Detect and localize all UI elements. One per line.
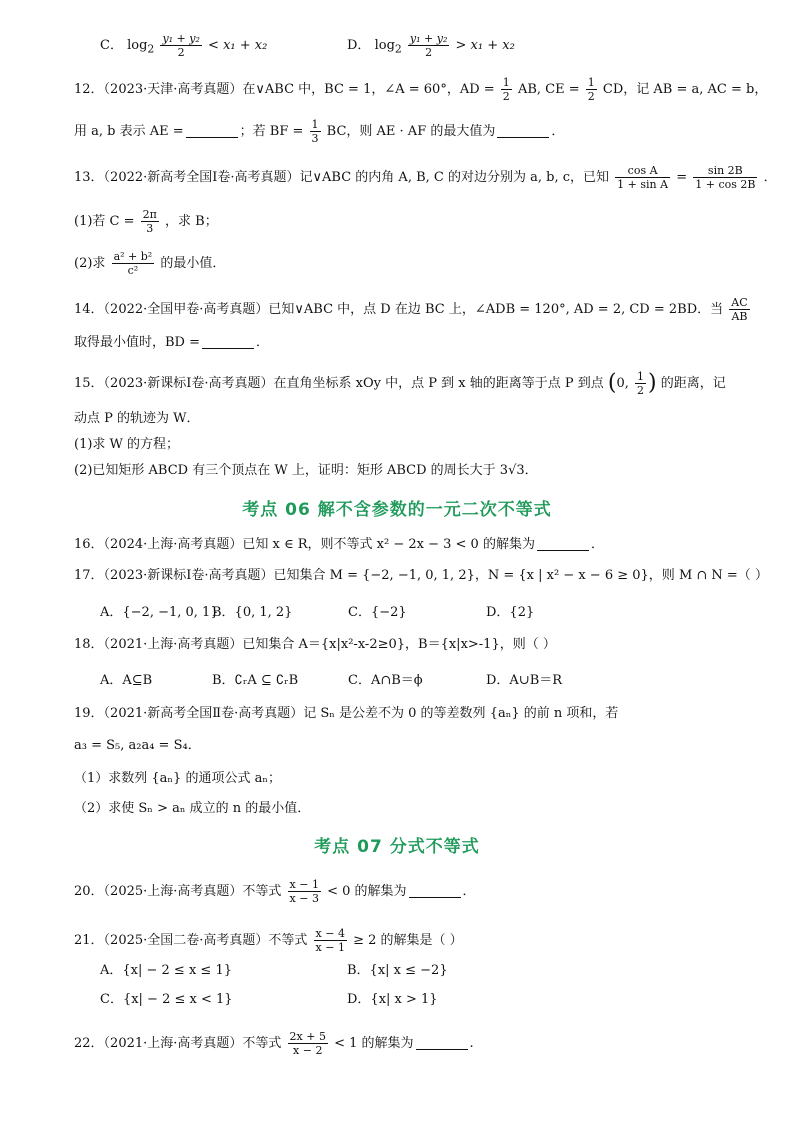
q19-part1: （1）求数列 {aₙ} 的通项公式 aₙ； (74, 771, 281, 786)
q17-option-b[interactable]: B．{0, 1, 2} (212, 605, 293, 620)
q15-line1: 15．（2023·新课标Ⅰ卷·高考真题）在直角坐标系 xOy 中，点 P 到 x 轴的距离等于点 P 到点 (0, $\frac{1}{2}$ ) 的距离，记 (74, 370, 726, 397)
q21-option-b[interactable]: B．{x| x ≤ −2} (347, 963, 448, 978)
q13-line1: 13．（2022·新高考全国Ⅰ卷·高考真题）记∨ABC 的内角 A, B, C 的对边分别为 a, b, c，已知 $\frac{\text{cos A}}{\text{1 + sin A}}$ = $\frac{\sin 2B}{1 + \cos 2B}$ ． (74, 164, 777, 191)
section-heading-07: 考点 07 分式不等式 (314, 837, 480, 857)
q13-part2: (2)求 $\frac{\text{a² + b²}}{\text{c²}}$ 的最小值． (74, 250, 226, 277)
q22-line: 22．（2021·上海·高考真题）不等式 $\frac{2x + 5}{x - 2}$ < 1 的解集为 . (74, 1030, 474, 1057)
q12-line2: 用 a, b 表示 AE = ；若 BF = $\frac{1}{3}$ BC，则 AE · AF 的最大值为 ． (74, 118, 565, 145)
answer-blank[interactable] (409, 883, 461, 898)
q18-option-d[interactable]: D．A∪B＝R (486, 673, 563, 688)
q11-option-c: C． $\log_2$ $\frac{\text{y₁ + y₂}}{2}$ < x₁ + x₂ (100, 32, 268, 59)
q21-line: 21．（2025·全国二卷·高考真题）不等式 $\frac{x - 4}{x - 1}$ ≥ 2 的解集是（ ） (74, 927, 463, 954)
q21-option-d[interactable]: D．{x| x > 1} (347, 992, 438, 1007)
q12-line1: 12．（2023·天津·高考真题）在∨ABC 中，BC = 1，∠A = 60°，AD = $\frac{1}{2}$ AB, CE = $\frac{1}{2}$ CD，记 AB = a, AC = b， (74, 76, 768, 103)
q15-line2: 动点 P 的轨迹为 W． (74, 411, 200, 426)
q18-option-b[interactable]: B．∁ᵣA ⊆ ∁ᵣB (212, 673, 299, 688)
q16-line: 16．（2024·上海·高考真题）已知 x ∈ R，则不等式 x² − 2x − 3 < 0 的解集为 ． (74, 537, 604, 552)
q19-line1: 19．（2021·新高考全国Ⅱ卷·高考真题）记 Sₙ 是公差不为 0 的等差数列 {aₙ} 的前 n 项和，若 (74, 706, 619, 721)
answer-blank[interactable] (537, 536, 589, 551)
q18-option-a[interactable]: A．A⊆B (100, 673, 153, 688)
q14-line1: 14．（2022·全国甲卷·高考真题）已知∨ABC 中，点 D 在边 BC 上，∠ADB = 120°, AD = 2, CD = 2BD．当 $\frac{AC}{AB}$ (74, 296, 748, 323)
q19-part2: （2）求使 Sₙ > aₙ 成立的 n 的最小值． (74, 801, 311, 816)
q17-option-c[interactable]: C．{−2} (348, 605, 407, 620)
answer-blank[interactable] (202, 334, 254, 349)
q15-part2: (2)已知矩形 ABCD 有三个顶点在 W 上，证明：矩形 ABCD 的周长大于 3√3． (74, 463, 538, 478)
q21-option-c[interactable]: C．{x| − 2 ≤ x < 1} (100, 992, 233, 1007)
q13-part1: (1)若 C = $\frac{2\pi}{3}$ ，求 B； (74, 208, 218, 235)
q20-line: 20．（2025·上海·高考真题）不等式 $\frac{x - 1}{x - 3}$ < 0 的解集为 ． (74, 878, 476, 905)
q17-option-d[interactable]: D．{2} (486, 605, 535, 620)
q15-part1: (1)求 W 的方程； (74, 437, 180, 452)
q19-line2: a₃ = S₅, a₂a₄ = S₄． (74, 738, 201, 753)
q18-option-c[interactable]: C．A∩B＝ϕ (348, 673, 423, 688)
q14-line2: 取得最小值时，BD = ． (74, 335, 270, 350)
answer-blank[interactable] (186, 123, 238, 138)
section-heading-06: 考点 06 解不含参数的一元二次不等式 (242, 500, 552, 520)
answer-blank[interactable] (416, 1035, 468, 1050)
q21-option-a[interactable]: A．{x| − 2 ≤ x ≤ 1} (100, 963, 232, 978)
q17-option-a[interactable]: A．{−2, −1, 0, 1} (100, 605, 219, 620)
q18-stem: 18．（2021·上海·高考真题）已知集合 A＝{x|x²-x-2≥0}，B＝{x|x>-1}，则（ ） (74, 637, 556, 652)
q17-stem: 17．（2023·新课标Ⅰ卷·高考真题）已知集合 M = {−2, −1, 0, 1, 2}，N = {x | x² − x − 6 ≥ 0}，则 M ∩ N =（ ） (74, 568, 768, 583)
q11-option-d: D． $\log_2$ $\frac{\text{y₁ + y₂}}{2}$ > x₁ + x₂ (347, 32, 515, 59)
answer-blank[interactable] (497, 123, 549, 138)
